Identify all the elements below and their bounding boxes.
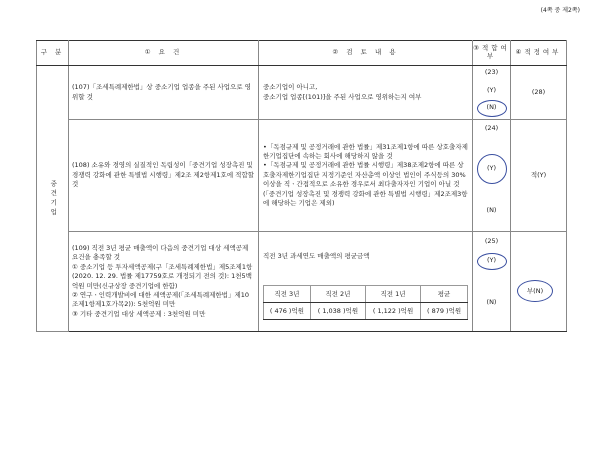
requirement-109-item2: ② 연구ㆍ인력개발비에 대한 세액공제(「조세특례제한법」제10조제1항제1호가목2)): 5천억원 미만: [72, 290, 249, 309]
requirement-109-title: (109) 직전 3년 평균 매출액이 다음의 중견기업 대상 세액공제 요건을 충족할 것: [72, 243, 249, 262]
header-category: 구 분: [37, 41, 69, 66]
fit3-109-yes[interactable]: (Y): [486, 256, 497, 264]
fit3-107-num: (23): [484, 68, 499, 76]
review-table: [36, 40, 567, 332]
fit3-108: [473, 120, 511, 232]
page-info: (4쪽 중 제2쪽): [540, 7, 580, 14]
sales-value[interactable]: ( 1,038 )억원: [310, 303, 365, 320]
requirement-109-item1: ① 중소기업 등 투자세액공제(구「조세특례제한법」제5조제1항(2020. 12. 29. 법률 제17759호로 개정되기 전의 것): 1천5백억원 미만(신규상장 중견기업에 한함): [72, 262, 253, 290]
review-109-text: 직전 3년 과세연도 매출액의 평균금액: [263, 252, 370, 260]
sales-value[interactable]: ( 1,122 )억원: [365, 303, 420, 320]
requirement-108: (108) 소유와 경영의 실질적인 독립성이「중견기업 성장촉진 및 경쟁력 강화에 관한 특별법 시행령」제2조 제2항제1호에 적합할 것: [69, 120, 259, 232]
sales-header: 직전 2년: [310, 286, 365, 303]
header-fit4: ④적정여부: [511, 41, 567, 66]
category-cell: 중견기업: [37, 66, 69, 332]
sales-value[interactable]: ( 476 )억원: [264, 303, 311, 320]
table-header-row: [37, 41, 567, 66]
header-fit3: ③적합여부: [473, 41, 511, 66]
fit3-108-num: (24): [484, 124, 499, 132]
sales-header: 직전 1년: [365, 286, 420, 303]
selection-circle: [477, 100, 507, 117]
fit3-109: [473, 232, 511, 332]
sales-table: [263, 285, 468, 320]
fit3-109-no[interactable]: (N): [486, 298, 497, 306]
review-109: [259, 232, 473, 332]
review-108: [259, 120, 473, 232]
header-requirement: ① 요 건: [69, 41, 259, 66]
fit3-108-no[interactable]: (N): [486, 206, 497, 214]
review-108-item2: •「독점규제 및 공정거래에 관한 법률 시행령」제38조제2항에 따른 상호출자제한기업집단 지정기준인 자산총액 이상인 법인이 주식등의 30% 이상을 직ㆍ간접적으로 소유한 경우로서 최다출자자인 기업이 아닐 것(「중견기업 성장촉진 및 경쟁력 강화에 관한 특별법 시행령」제2조제3항에 해당하는 기업은 제외): [263, 161, 468, 208]
fit4-109: [511, 232, 567, 332]
sales-value[interactable]: ( 879 )억원: [421, 303, 468, 320]
selection-circle: [477, 154, 507, 184]
table-row: [37, 232, 567, 332]
fit4-109-value: 부(N): [526, 287, 544, 295]
fit3-108-yes[interactable]: (Y): [486, 164, 497, 172]
fit3-107-no[interactable]: (N): [486, 103, 497, 111]
requirement-109-item3: ③ 기타 중견기업 대상 세액공제 : 3천억원 미만: [72, 309, 206, 318]
fit4-108: 적(Y): [511, 120, 567, 232]
sales-header: 평균: [421, 286, 468, 303]
table-row: [37, 120, 567, 232]
selection-circle: [477, 253, 507, 270]
selection-circle: [517, 280, 553, 302]
table-row: [37, 66, 567, 120]
requirement-109: [69, 232, 259, 332]
review-108-item1: •「독점규제 및 공정거래에 관한 법률」제31조제1항에 따른 상호출자제한기업집단에 속하는 회사에 해당하지 않을 것: [263, 142, 468, 160]
fit3-107: [473, 66, 511, 120]
fit3-109-num: (25): [484, 237, 499, 245]
header-review: ② 검 토 내 용: [259, 41, 473, 66]
fit4-107: (28): [511, 66, 567, 120]
fit3-107-yes[interactable]: (Y): [486, 86, 497, 94]
requirement-107: (107)「조세특례제한법」상 중소기업 업종을 주된 사업으로 영위할 것: [69, 66, 259, 120]
review-107: 중소기업이 아니고, 중소기업 업종[(101)]을 주된 사업으로 영위하는지 여부: [259, 66, 473, 120]
sales-header: 직전 3년: [264, 286, 311, 303]
